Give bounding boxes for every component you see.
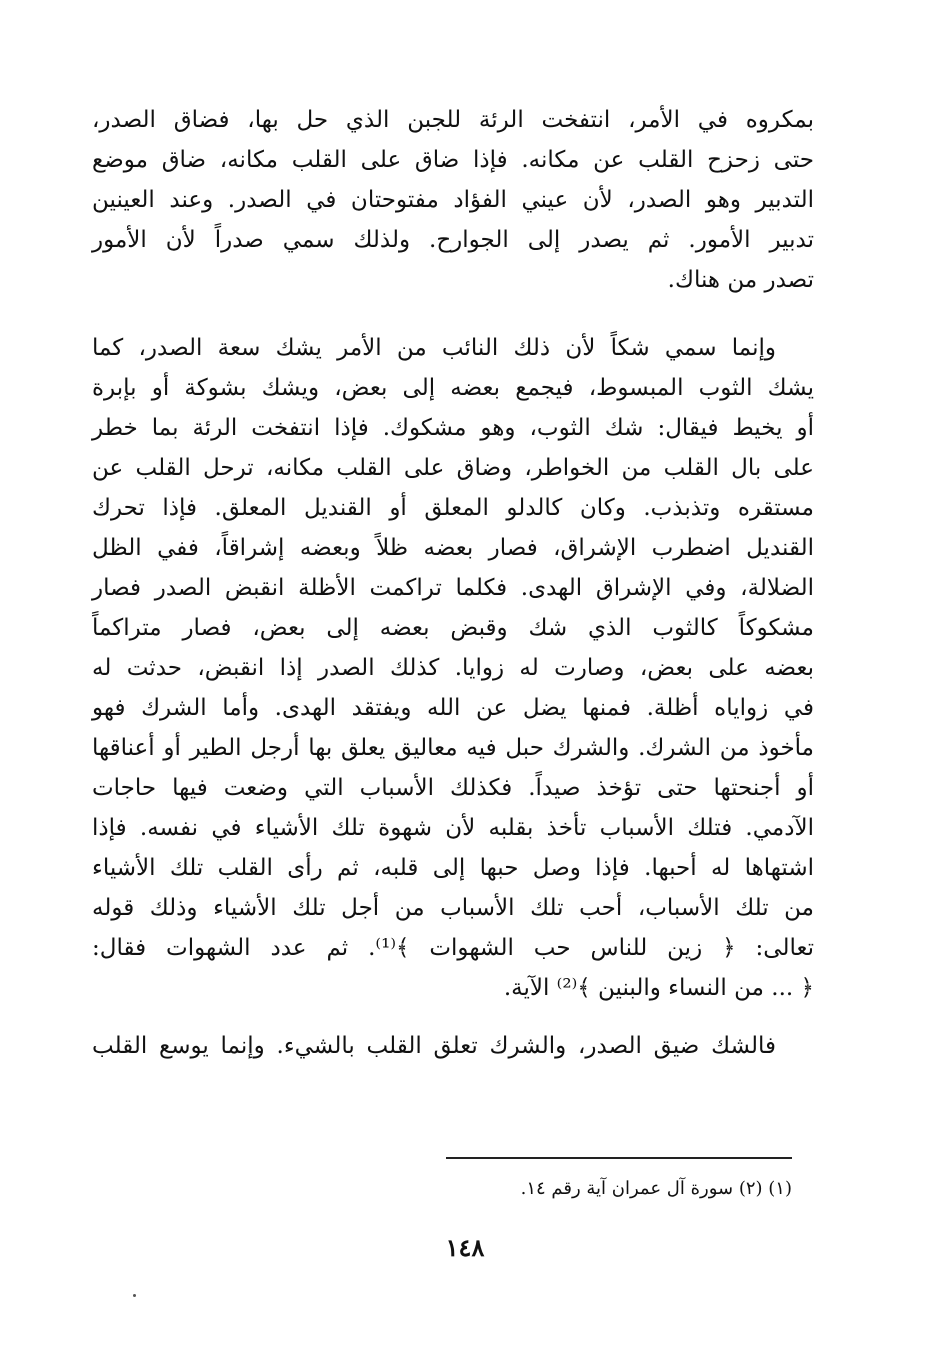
text-line: حتى زحزح القلب عن مكانه. فإذا ضاق على القلب مكانه، ضاق موضع <box>92 147 814 173</box>
paragraph-3 <box>92 1026 814 1066</box>
page-body <box>92 100 814 1066</box>
text-line: تصدر من هناك. <box>667 267 814 293</box>
quran-verse-line: ﴿ ... من النساء والبنين ﴾⁽²⁾ الآية. <box>503 975 814 1001</box>
text-line: بعضه على بعض، وصارت له زوايا. كذلك الصدر إذا انقبض، حدثت له <box>92 655 814 681</box>
text-line: القنديل اضطرب الإشراق، فصار بعضه ظلاً وبعضه إشراقاً، ففي الظل <box>92 535 814 561</box>
scan-speck <box>133 1294 136 1297</box>
text-line: وإنما سمي شكاً لأن ذلك النائب من الأمر يشك سعة الصدر، كما <box>92 335 776 361</box>
quran-verse-line: تعالى: ﴿ زين للناس حب الشهوات ﴾⁽¹⁾. ثم عدد الشهوات فقال: <box>92 935 814 961</box>
text-line: اشتهاها له أحبها. فإذا وصل حبها إلى قلبه، ثم رأى القلب تلك الأشياء <box>92 855 814 881</box>
footnote-divider <box>446 1157 792 1159</box>
paragraph-2 <box>92 328 814 1008</box>
paragraph-gap <box>92 1008 814 1026</box>
text-line: الضلالة، وفي الإشراق الهدى. فكلما تراكمت الأظلة انقبض الصدر فصار <box>92 575 814 601</box>
text-line: الآدمي. فتلك الأسباب تأخذ بقلبه لأن شهوة تلك الأشياء في نفسه. فإذا <box>92 815 814 841</box>
text-line: التدبير وهو الصدر، لأن عيني الفؤاد مفتوحتان في الصدر. وعند العينين <box>92 187 814 213</box>
page-number: ١٤٨ <box>445 1233 485 1262</box>
text-line: من تلك الأسباب، أحب تلك الأسباب من أجل تلك الأشياء وذلك قوله <box>92 895 814 921</box>
text-line: أو يخيط فيقال: شك الثوب، وهو مشكوك. فإذا انتفخت الرئة بما خطر <box>92 415 814 441</box>
paragraph-gap <box>92 300 814 328</box>
text-line: فالشك ضيق الصدر، والشرك تعلق القلب بالشيء. وإنما يوسع القلب <box>92 1033 776 1059</box>
text-line: على بال القلب من الخواطر، وضاق على القلب مكانه، ترحل القلب عن <box>92 455 814 481</box>
paragraph-1 <box>92 100 814 300</box>
text-line: في زواياه أظلة. فمنها يضل عن الله ويفتقد الهدى. وأما الشرك فهو <box>92 695 814 721</box>
footnote: (١) (٢) سورة آل عمران آية رقم ١٤. <box>520 1178 792 1199</box>
text-line: بمكروه في الأمر، انتفخت الرئة للجبن الذي حل بها، فضاق الصدر، <box>92 107 814 133</box>
text-line: مشكوكاً كالثوب الذي شك وقبض بعضه إلى بعض، فصار متراكماً <box>92 615 814 641</box>
text-line: يشك الثوب المبسوط، فيجمع بعضه إلى بعض، ويشك بشوكة أو بإبرة <box>92 375 814 401</box>
text-line: مستقره وتذبذب. وكان كالدلو المعلق أو القنديل المعلق. فإذا تحرك <box>92 495 814 521</box>
text-line: تدبير الأمور. ثم يصدر إلى الجوارح. ولذلك سمي صدراً لأن الأمور <box>92 227 814 253</box>
text-line: مأخوذ من الشرك. والشرك حبل فيه معاليق يعلق بها أرجل الطير أو أعناقها <box>92 735 814 761</box>
text-line: أو أجنحتها حتى تؤخذ صيداً. فكذلك الأسباب التي وضعت فيها حاجات <box>92 775 814 801</box>
